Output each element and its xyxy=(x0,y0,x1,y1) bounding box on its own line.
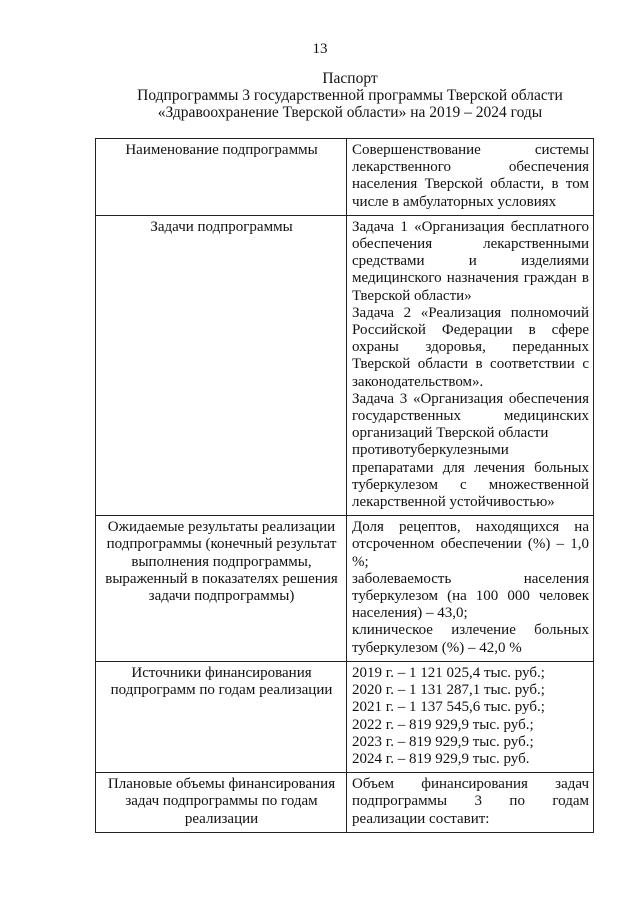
row-label-name: Наименование подпрограммы xyxy=(96,139,347,216)
funding-year-2024: 2024 г. – 819 929,9 тыс. руб. xyxy=(352,750,530,767)
task-2: Задача 2 «Реализация полномочий Российской Федерации в сфере охраны здоровья, переданных Тверской области в соответствии с законодательством». xyxy=(352,304,589,390)
passport-table xyxy=(95,138,594,833)
funding-year-2021: 2021 г. – 1 137 545,6 тыс. руб.; xyxy=(352,699,545,716)
result-item-3: клиническое излечение больных туберкулезом (%) – 42,0 % xyxy=(352,622,589,656)
task-3-part-b: противотуберкулезными xyxy=(352,442,509,459)
passport-heading xyxy=(60,70,640,121)
row-label-funding: Источники финансирования подпрограмм по годам реализации xyxy=(96,661,347,772)
heading-title: Паспорт xyxy=(322,70,378,87)
table-row xyxy=(96,139,594,216)
row-label-planned-volumes: Плановые объемы финансирования задач подпрограммы по годам реализации xyxy=(96,773,347,833)
task-1: Задача 1 «Организация бесплатного обеспечения лекарственными средствами и изделиями медицинского назначения граждан в Тверской области» xyxy=(352,218,589,304)
task-3-part-a: Задача 3 «Организация обеспечения государственных медицинских организаций Тверской области xyxy=(352,390,589,442)
row-value-results xyxy=(347,516,594,662)
row-value-planned-volumes xyxy=(347,773,594,833)
funding-year-2022: 2022 г. – 819 929,9 тыс. руб.; xyxy=(352,716,534,733)
row-label-results: Ожидаемые результаты реализации подпрограммы (конечный результат выполнения подпрограммы, выраженный в показателях решения задачи подпрограммы) xyxy=(96,516,347,662)
heading-subprogram: Подпрограммы 3 государственной программы Тверской области xyxy=(137,87,563,104)
page-number: 13 xyxy=(312,41,328,57)
result-item-2: заболеваемость населения туберкулезом (на 100 000 человек населения) – 43,0; xyxy=(352,570,589,622)
subprogram-name-value: Совершенствование системы лекарственного обеспечения населения Тверской области, в том числе в амбулаторных условиях xyxy=(352,142,589,210)
table-row xyxy=(96,773,594,833)
funding-year-2020: 2020 г. – 1 131 287,1 тыс. руб.; xyxy=(352,682,545,699)
heading-program-name: «Здравоохранение Тверской области» на 2019 – 2024 годы xyxy=(157,104,543,121)
funding-year-2019: 2019 г. – 1 121 025,4 тыс. руб.; xyxy=(352,664,545,681)
funding-year-2023: 2023 г. – 819 929,9 тыс. руб.; xyxy=(352,733,534,750)
task-3-part-c: препаратами для лечения больных туберкулезом с множественной лекарственной устойчивостью» xyxy=(352,459,589,511)
row-value-tasks xyxy=(347,215,594,515)
row-value-funding xyxy=(347,661,594,772)
planned-volumes-value: Объем финансирования задач подпрограммы 3 по годам реализации составит: xyxy=(352,776,589,827)
row-label-tasks: Задачи подпрограммы xyxy=(96,215,347,515)
result-item-1: Доля рецептов, находящихся на отсроченном обеспечении (%) – 1,0 %; xyxy=(352,519,589,570)
row-value-name xyxy=(347,139,594,216)
table-row xyxy=(96,516,594,662)
table-row xyxy=(96,661,594,772)
table-row xyxy=(96,215,594,515)
